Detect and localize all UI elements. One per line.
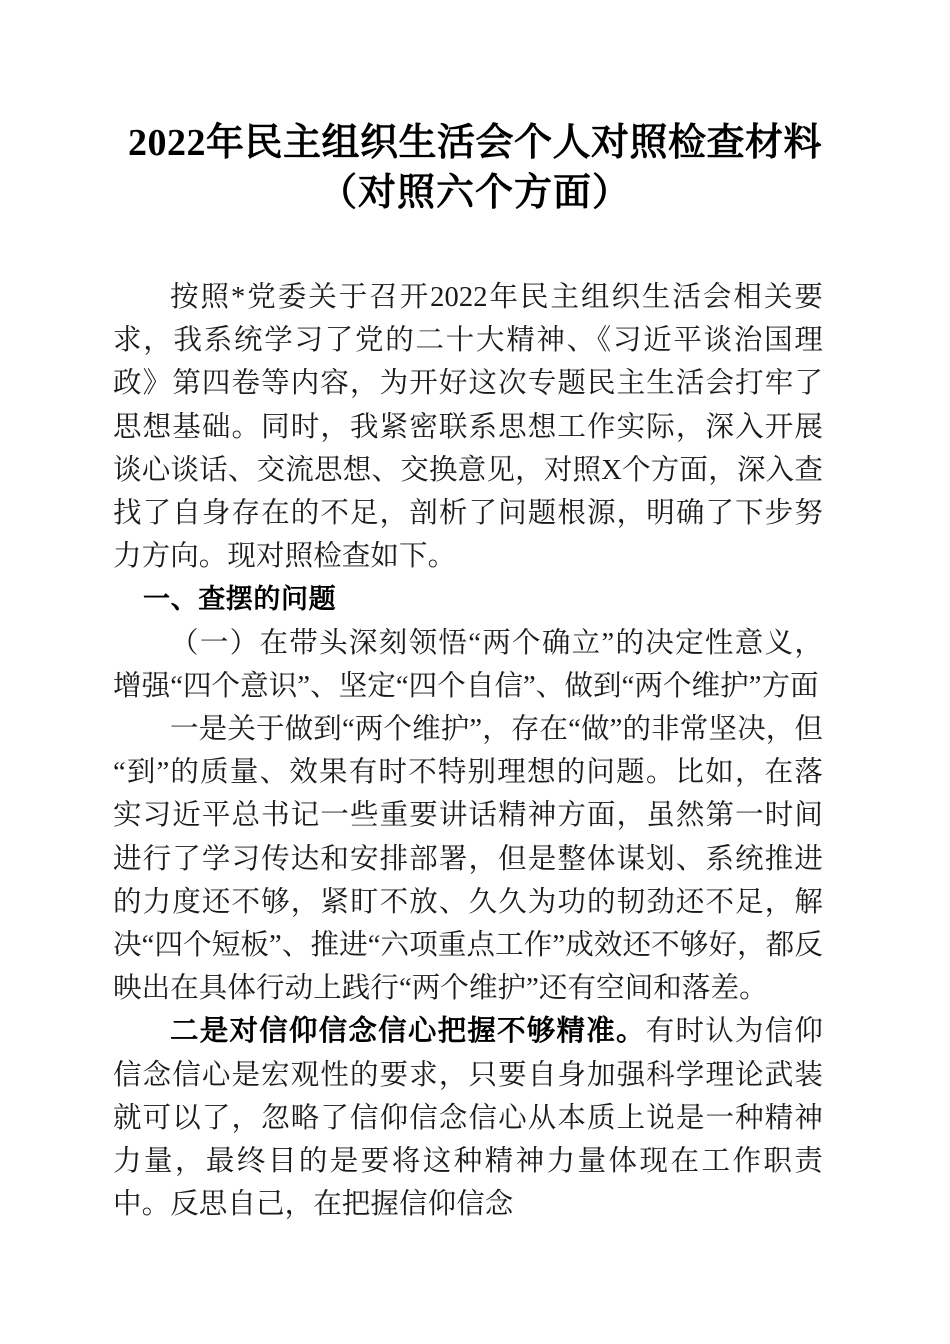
page-title bbox=[0, 118, 950, 218]
page-title-line-2: （对照六个方面） bbox=[318, 172, 631, 214]
paragraph-intro: 按照*党委关于召开2022年民主组织生活会相关要求，我系统学习了党的二十大精神、《习近平谈治国理政》第四卷等内容，为开好这次专题民主生活会打牢了思想基础。同时，我紧密联系思想工作实际，深入开展谈心谈话、交流思想、交换意见，对照X个方面，深入查找了自身存在的不足，剖析了问题根源，明确了下步努力方向。现对照检查如下。 bbox=[113, 282, 823, 573]
paragraph-point-2 bbox=[113, 1010, 823, 1226]
paragraph-point-2-lead: 二是对信仰信念信心把握不够精准。 bbox=[170, 1016, 646, 1048]
paragraph-point-2-body: 有时认为信仰信念信心是宏观性的要求，只要自身加强科学理论武装就可以了，忽略了信仰信念信心从本质上说是一种精神力量，最终目的是要将这种精神力量体现在工作职责中。反思自己，在把握信仰信念 bbox=[113, 1016, 823, 1221]
page-title-line-1: 2022年民主组织生活会个人对照检查材料 bbox=[127, 122, 822, 164]
section-heading-1: 一、查摆的问题 bbox=[143, 584, 337, 615]
subsection-heading-1-1: （一）在带头深刻领悟“两个确立”的决定性意义，增强“四个意识”、坚定“四个自信”、做到“两个维护”方面 bbox=[113, 627, 823, 702]
paragraph-point-1: 一是关于做到“两个维护”，存在“做”的非常坚决，但“到”的质量、效果有时不特别理想的问题。比如，在落实习近平总书记一些重要讲话精神方面，虽然第一时间进行了学习传达和安排部署，但是整体谋划、系统推进的力度还不够，紧盯不放、久久为功的韧劲还不足，解决“四个短板”、推进“六项重点工作”成效还不够好，都反映出在具体行动上践行“两个维护”还有空间和落差。 bbox=[113, 714, 823, 1005]
document-body bbox=[113, 276, 823, 1226]
